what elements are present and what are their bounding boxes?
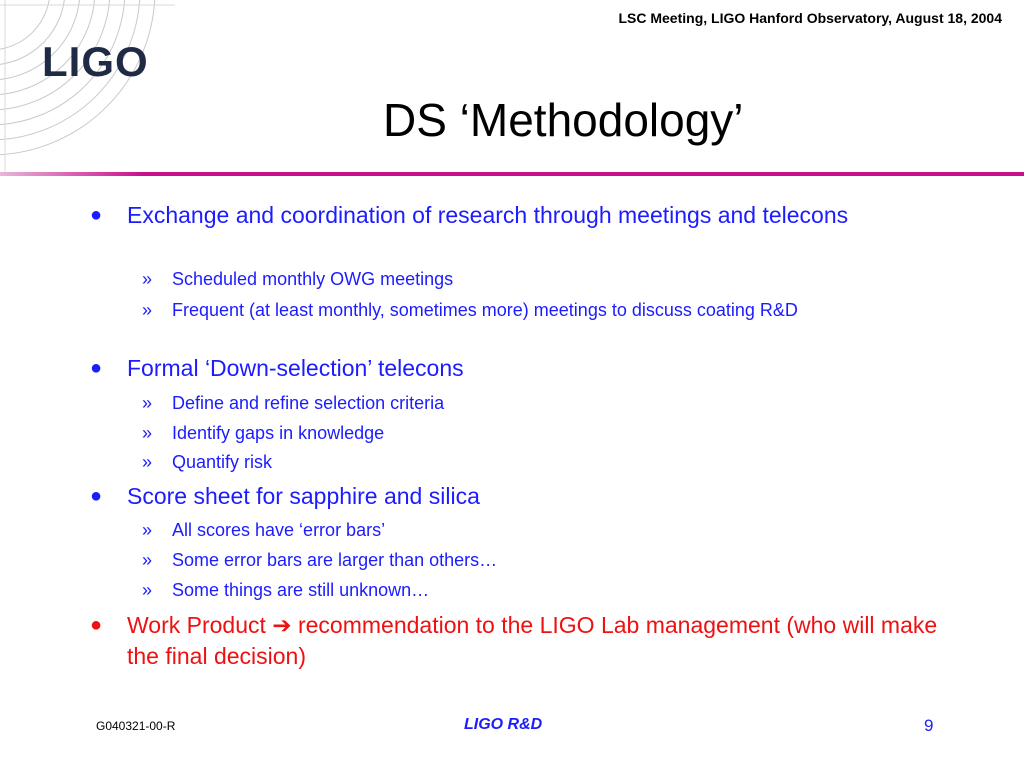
sub-bullet-1-1-text: Scheduled monthly OWG meetings [172, 269, 454, 289]
bullet-3-text: Score sheet for sapphire and silica [127, 483, 480, 509]
bullet-2 [90, 353, 957, 384]
sub-bullet-mark: » [142, 300, 153, 320]
sub-bullet-mark: » [142, 269, 153, 289]
bullet-4-text-after: recommendation to the LIGO Lab management (who will make the final decision) [127, 612, 938, 669]
slide-title: DS ‘Methodology’ [383, 94, 744, 146]
document-id: G040321-00-R [96, 719, 176, 733]
ligo-logo: LIGO [42, 38, 149, 85]
sub-bullet-3-3-text: Some things are still unknown… [172, 580, 430, 600]
sub-bullet-3-1-text: All scores have ‘error bars’ [172, 520, 386, 540]
sub-bullet-mark: » [142, 550, 153, 570]
bullet-dot: ● [90, 204, 103, 226]
sub-bullet-2-3 [142, 450, 932, 474]
sub-bullet-mark: » [142, 393, 153, 413]
arrow-right-icon: ➔ [272, 612, 292, 638]
bullet-dot: ● [90, 485, 103, 507]
bullet-dot: ● [90, 614, 103, 636]
meeting-info: LSC Meeting, LIGO Hanford Observatory, August 18, 2004 [618, 10, 1002, 26]
bullet-2-text: Formal ‘Down-selection’ telecons [127, 355, 464, 381]
ligo-logo-arcs [0, 0, 175, 175]
page-number: 9 [924, 716, 934, 735]
sub-bullet-mark: » [142, 580, 153, 600]
sub-bullet-3-3 [142, 578, 932, 602]
bullet-dot: ● [90, 357, 103, 379]
sub-bullet-mark: » [142, 520, 153, 540]
sub-bullet-1-1 [142, 267, 932, 291]
sub-bullet-1-2-text: Frequent (at least monthly, sometimes more) meetings to discuss coating R&D [172, 300, 798, 320]
sub-bullet-1-2 [142, 298, 932, 322]
sub-bullet-3-2 [142, 548, 932, 572]
sub-bullet-2-2 [142, 421, 932, 445]
footer-title: LIGO R&D [464, 716, 543, 733]
bullet-4-text-before: Work Product [127, 612, 273, 638]
sub-bullet-2-3-text: Quantify risk [172, 452, 273, 472]
sub-bullet-3-1 [142, 518, 932, 542]
sub-bullet-2-1-text: Define and refine selection criteria [172, 393, 445, 413]
bullet-3 [90, 481, 957, 512]
sub-bullet-mark: » [142, 452, 153, 472]
sub-bullet-3-2-text: Some error bars are larger than others… [172, 550, 498, 570]
bullet-1-text: Exchange and coordination of research through meetings and telecons [127, 202, 849, 228]
title-divider [0, 172, 1024, 176]
sub-bullet-mark: » [142, 423, 153, 443]
sub-bullet-2-1 [142, 391, 932, 415]
sub-bullet-2-2-text: Identify gaps in knowledge [172, 423, 385, 443]
bullet-4 [90, 610, 957, 672]
bullet-1 [90, 200, 957, 231]
